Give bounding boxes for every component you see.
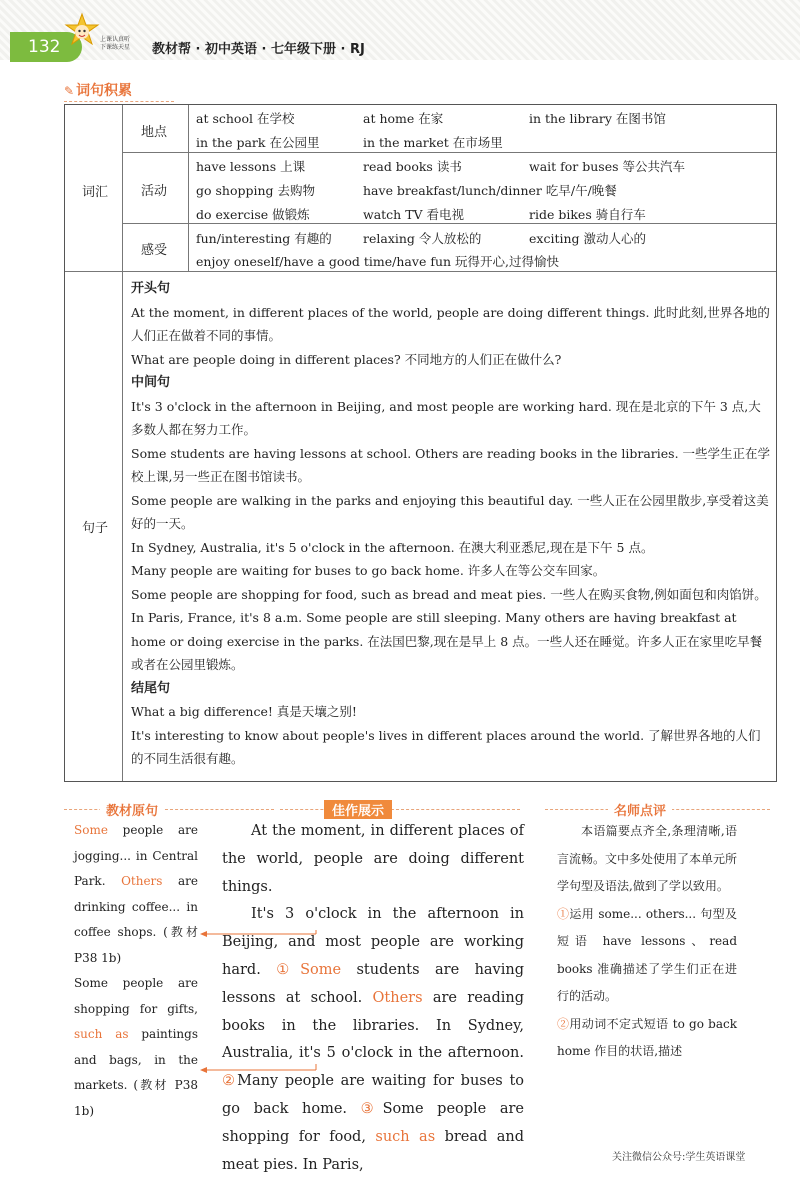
text-span: are reading books in the libraries. In Sydney, Australia, it's 5 o'clock in the afternoon. — [222, 989, 524, 1062]
essay-paragraph-1: At the moment, in different places of the world, people are doing different things. — [222, 823, 524, 895]
text-span: Some people are shopping for food, — [222, 1100, 525, 1145]
text-span: paintings and bags, in the markets. (教材 P38 1b) — [74, 1027, 198, 1118]
grid-line — [122, 105, 123, 781]
slogan-line-2: 下课练天星 — [100, 44, 131, 51]
text-span: It's 3 o'clock in the afternoon in Beijing, and most people are working hard. — [222, 906, 524, 978]
highlight-others: Others — [372, 989, 423, 1006]
section-divider — [64, 101, 174, 102]
sentences-label: 句子 — [82, 521, 109, 536]
comment-intro: 本语篇要点齐全,条理清晰,语言流畅。文中多处使用了本单元所学句型及语法,做到了学以致用。 — [557, 824, 738, 893]
text-span: 运用 some... others... 句型及短语 have lessons、read books 准确描述了学生们正在进行的活动。 — [557, 906, 737, 1003]
sentence: What are people doing in different places? 不同地方的人们正在做什么? — [131, 351, 562, 367]
mascot-icon — [64, 12, 100, 52]
marker-1: ① — [557, 906, 570, 921]
vocab-sentence-table — [64, 104, 777, 782]
sentence: Some people are shopping for food, such as bread and meat pies. 一些人在购买食物,例如面包和肉馅饼。 — [131, 586, 767, 602]
vocab-item: have breakfast/lunch/dinner 吃早/午/晚餐 — [363, 183, 617, 198]
section-heading — [64, 80, 132, 100]
vocab-item: in the park 在公园里 — [196, 135, 320, 150]
vocab-item: do exercise 做锻炼 — [196, 207, 310, 222]
closing-title: 结尾句 — [131, 680, 171, 696]
vocab-item: fun/interesting 有趣的 — [196, 231, 332, 246]
marker-1: ① — [276, 961, 301, 978]
grid-line — [65, 271, 776, 272]
left-column-title: 教材原句 — [100, 800, 164, 819]
middle-title: 中间句 — [131, 375, 171, 390]
slogan-line-1: 上课认真听 — [100, 36, 131, 43]
sentence: What a big difference! 真是天壤之别! — [131, 704, 357, 719]
marker-3: ③ — [360, 1100, 383, 1117]
sentences-block — [131, 277, 771, 771]
textbook-original-sentences — [74, 818, 198, 1124]
sentence: Many people are waiting for buses to go back home. 许多人在等公交车回家。 — [131, 563, 606, 578]
pencil-icon: ✎ — [64, 84, 75, 98]
center-column-title: 佳作展示 — [324, 800, 392, 819]
sentence: In Sydney, Australia, it's 5 o'clock in the afternoon. 在澳大利亚悉尼,现在是下午 5 点。 — [131, 539, 654, 555]
sentence: In Paris, France, it's 8 a.m. Some people are still sleeping. Many others are having breakfast at home or doing exercise in the parks. 在法国巴黎,现在是早上 8 点。一些人还在睡觉。许多人正在家里吃早餐或者在公园里锻炼。 — [131, 610, 763, 672]
grid-line — [188, 105, 189, 271]
text-span: are drinking coffee... in coffee shops. (教材 P38 1b) — [74, 874, 198, 965]
group-label-activities: 活动 — [141, 184, 168, 199]
vocab-item: ride bikes 骑自行车 — [529, 207, 646, 222]
highlight-some: Some — [300, 961, 342, 978]
text-span: Many people are waiting for buses to go back home. — [222, 1073, 525, 1117]
teacher-comment — [557, 818, 737, 1066]
section-title: 词句积累 — [76, 83, 133, 99]
text-span: bread and meat pies. In Paris, — [222, 1128, 524, 1173]
sample-essay — [222, 818, 524, 1179]
grid-line — [122, 223, 776, 224]
opening-title: 开头句 — [131, 281, 171, 296]
page-number: 132 — [10, 32, 82, 62]
vocab-item: in the market 在市场里 — [363, 135, 503, 150]
right-column-title: 名师点评 — [608, 800, 672, 819]
group-label-places: 地点 — [141, 125, 168, 140]
highlight-such-as: such as — [74, 1027, 129, 1041]
sentence: At the moment, in different places of the world, people are doing different things. 此时此刻,世界各地的人们正在做着不同的事情。 — [131, 304, 770, 343]
essay-paragraph-2 — [222, 901, 524, 1179]
vocab-item: at home 在家 — [363, 111, 444, 126]
page-header — [0, 0, 800, 72]
highlight-others: Others — [121, 874, 163, 888]
vocab-item: go shopping 去购物 — [196, 183, 316, 198]
vocab-item: have lessons 上课 — [196, 159, 306, 174]
comment-point-2 — [557, 1011, 737, 1066]
vocab-item: in the library 在图书馆 — [529, 111, 666, 126]
sentence: It's 3 o'clock in the afternoon in Beijing, and most people are working hard. 现在是北京的下午 3 点,大多数人都在努力工作。 — [131, 398, 761, 437]
vocab-label: 词汇 — [82, 185, 109, 200]
header-rule-center — [280, 809, 520, 810]
header-rule-left — [64, 809, 274, 810]
footer-note: 关注微信公众号:学生英语课堂 — [612, 1152, 746, 1163]
text-span: people are jogging... in Central Park. — [74, 823, 198, 888]
marker-2: ② — [557, 1016, 570, 1031]
sentence: Some people are walking in the parks and enjoying this beautiful day. 一些人正在公园里散步,享受着这美好的一天。 — [131, 492, 769, 531]
marker-2: ② — [222, 1073, 238, 1090]
vocab-item: read books 读书 — [363, 159, 462, 174]
header-slogan — [100, 36, 130, 52]
comment-point-1 — [557, 901, 737, 1011]
book-title: 教材帮 · 初中英语 · 七年级下册 · RJ — [152, 42, 365, 57]
sentence: Some students are having lessons at school. Others are reading books in the libraries. 一些学生正在学校上课,另一些正在图书馆读书。 — [131, 445, 771, 484]
vocab-item: enjoy oneself/have a good time/have fun 玩得开心,过得愉快 — [196, 254, 559, 269]
text-span: Some people are shopping for gifts, — [74, 976, 198, 1016]
highlight-some: Some — [74, 823, 108, 837]
vocab-item: wait for buses 等公共汽车 — [529, 159, 685, 174]
vocab-item: at school 在学校 — [196, 111, 295, 126]
vocab-item: exciting 激动人心的 — [529, 231, 646, 246]
highlight-such-as: such as — [375, 1128, 436, 1145]
group-label-feelings: 感受 — [141, 243, 168, 258]
vocab-item: watch TV 看电视 — [363, 207, 465, 222]
text-span: 用动词不定式短语 to go back home 作目的状语,描述 — [557, 1016, 737, 1058]
vocab-item: relaxing 令人放松的 — [363, 231, 482, 246]
text-span: students are having lessons at school. — [222, 961, 525, 1006]
sentence: It's interesting to know about people's lives in different places around the world. 了解世界各地的人们的不同生活很有趣。 — [131, 727, 761, 766]
grid-line — [122, 152, 776, 153]
